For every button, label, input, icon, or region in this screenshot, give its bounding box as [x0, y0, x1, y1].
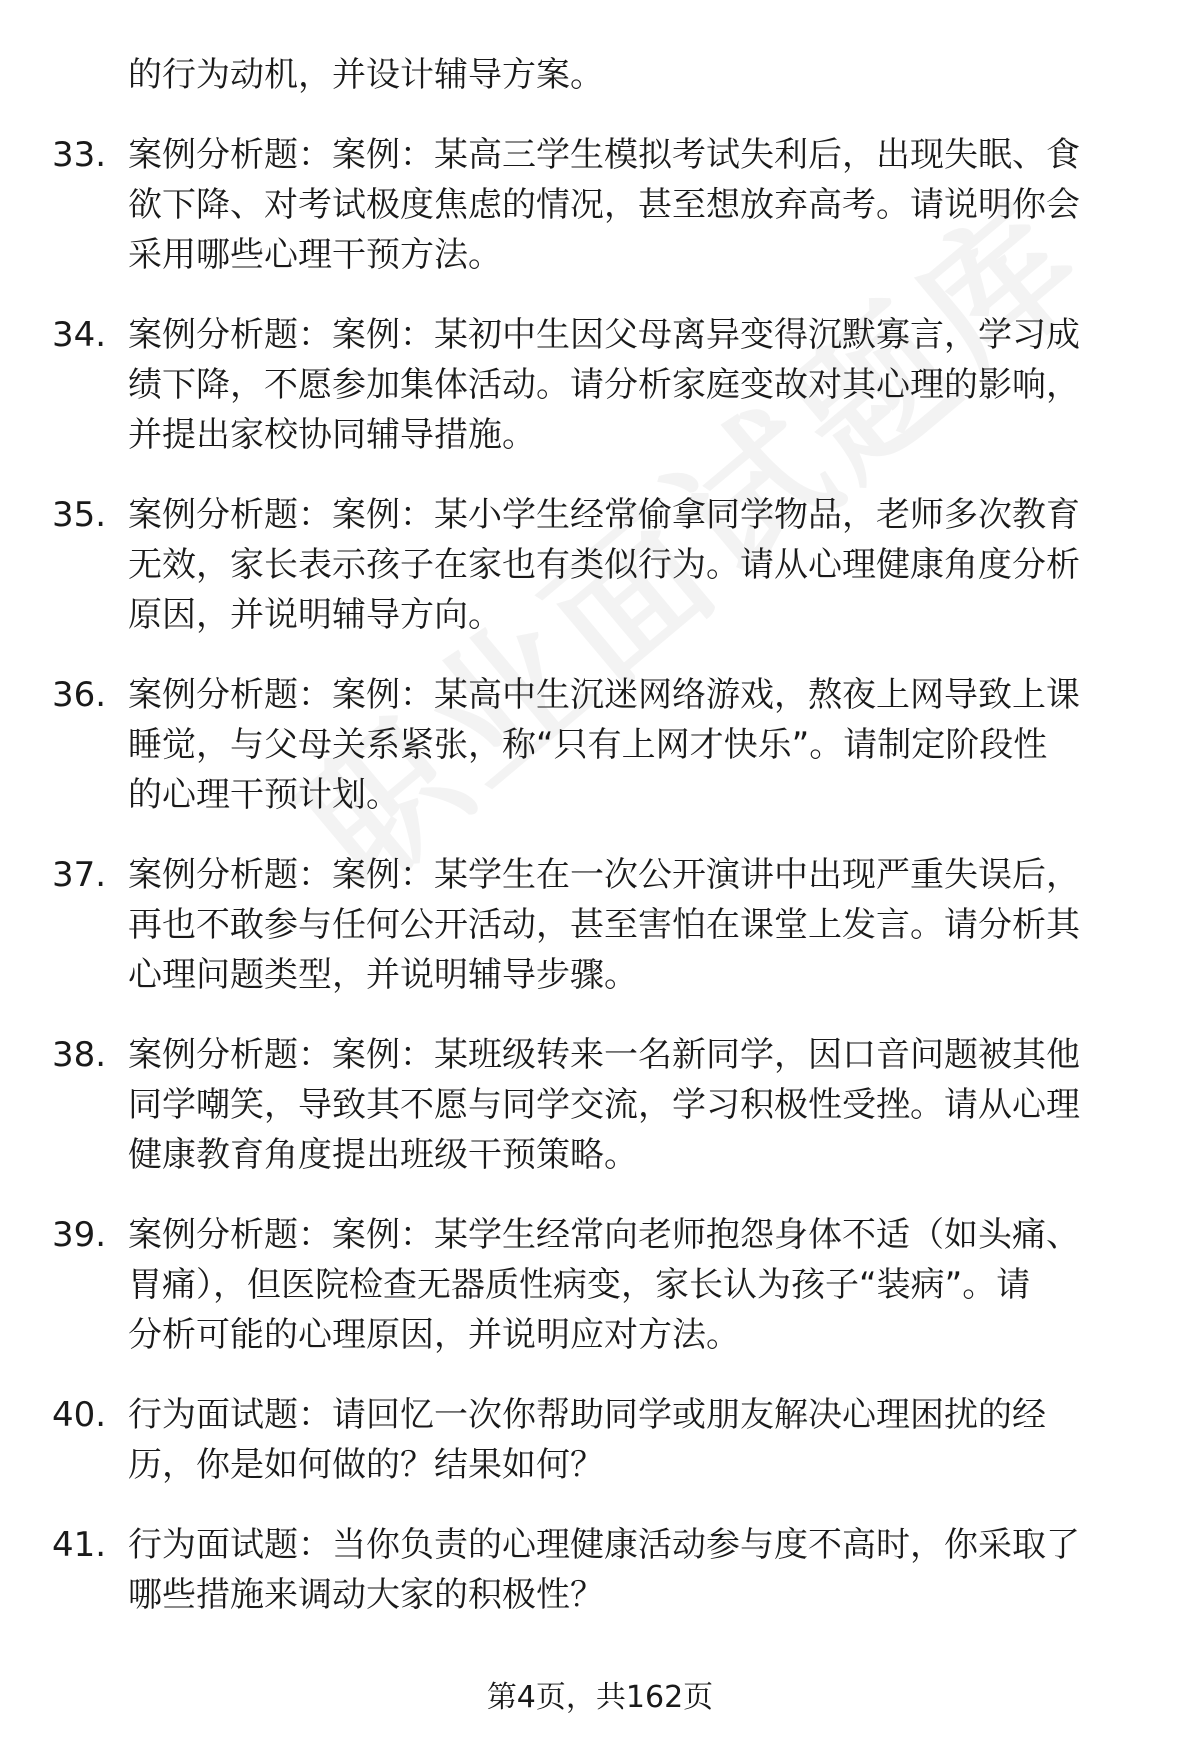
question-item: [52, 1030, 1148, 1180]
question-text-line: 胃痛），但医院检查无器质性病变，家长认为孩子“装病”。请: [128, 1265, 1031, 1305]
question-text-line: 的心理干预计划。: [128, 775, 400, 815]
question-text-line: 行为面试题：请回忆一次你帮助同学或朋友解决心理困扰的经: [128, 1395, 1046, 1435]
question-item: [52, 1390, 1148, 1490]
question-number: 40.: [52, 1395, 107, 1435]
question-text: [128, 850, 1148, 1000]
question-item: [52, 1520, 1148, 1620]
question-item: [52, 490, 1148, 640]
question-text: [128, 1030, 1148, 1180]
question-number: 37.: [52, 855, 107, 895]
question-text: [128, 310, 1148, 460]
question-text: [128, 490, 1148, 640]
question-number: 35.: [52, 495, 107, 535]
question-number: 41.: [52, 1525, 107, 1565]
question-text-line: 睡觉，与父母关系紧张，称“只有上网才快乐”。请制定阶段性: [128, 725, 1048, 765]
question-text-line: 案例分析题：案例：某学生经常向老师抱怨身体不适（如头痛、: [128, 1215, 1080, 1255]
question-text-line: 原因，并说明辅导方向。: [128, 595, 502, 635]
question-text-line: 历，你是如何做的？结果如何？: [128, 1445, 604, 1485]
question-list: [52, 50, 1148, 1650]
question-text: [128, 1520, 1148, 1620]
question-text: [128, 670, 1148, 820]
questions-container: [52, 130, 1148, 1620]
question-text: [128, 130, 1148, 280]
question-text-line: 无效，家长表示孩子在家也有类似行为。请从心理健康角度分析: [128, 545, 1080, 585]
continuation-text: 的行为动机，并设计辅导方案。: [128, 55, 604, 95]
question-text-line: 再也不敢参与任何公开活动，甚至害怕在课堂上发言。请分析其: [128, 905, 1080, 945]
question-text-line: 行为面试题：当你负责的心理健康活动参与度不高时，你采取了: [128, 1525, 1080, 1565]
question-text: [128, 1210, 1148, 1360]
question-text-line: 采用哪些心理干预方法。: [128, 235, 502, 275]
question-number: 36.: [52, 675, 107, 715]
question-text-line: 分析可能的心理原因，并说明应对方法。: [128, 1315, 740, 1355]
question-number: 33.: [52, 135, 107, 175]
question-number: 39.: [52, 1215, 107, 1255]
question-text-line: 同学嘲笑，导致其不愿与同学交流，学习积极性受挫。请从心理: [128, 1085, 1080, 1125]
question-text-line: 案例分析题：案例：某高中生沉迷网络游戏，熬夜上网导致上课: [128, 675, 1080, 715]
question-text-line: 健康教育角度提出班级干预策略。: [128, 1135, 638, 1175]
question-item: [52, 130, 1148, 280]
question-item: [52, 670, 1148, 820]
question-text-line: 绩下降，不愿参加集体活动。请分析家庭变故对其心理的影响，: [128, 365, 1080, 405]
question-text-line: 案例分析题：案例：某高三学生模拟考试失利后，出现失眠、食: [128, 135, 1080, 175]
question-text-line: 欲下降、对考试极度焦虑的情况，甚至想放弃高考。请说明你会: [128, 185, 1080, 225]
question-text-line: 案例分析题：案例：某初中生因父母离异变得沉默寡言，学习成: [128, 315, 1080, 355]
question-number: 38.: [52, 1035, 107, 1075]
page-footer: 第4页，共162页: [486, 1680, 714, 1715]
question-text-line: 案例分析题：案例：某小学生经常偷拿同学物品，老师多次教育: [128, 495, 1080, 535]
question-text-line: 并提出家校协同辅导措施。: [128, 415, 536, 455]
question-number: 34.: [52, 315, 107, 355]
question-text-line: 哪些措施来调动大家的积极性？: [128, 1575, 604, 1615]
question-text-line: 案例分析题：案例：某班级转来一名新同学，因口音问题被其他: [128, 1035, 1080, 1075]
question-item: [52, 850, 1148, 1000]
question-text-line: 案例分析题：案例：某学生在一次公开演讲中出现严重失误后，: [128, 855, 1080, 895]
question-item: [52, 310, 1148, 460]
question-item: [52, 1210, 1148, 1360]
question-text: [128, 1390, 1148, 1490]
question-text-line: 心理问题类型，并说明辅导步骤。: [128, 955, 638, 995]
